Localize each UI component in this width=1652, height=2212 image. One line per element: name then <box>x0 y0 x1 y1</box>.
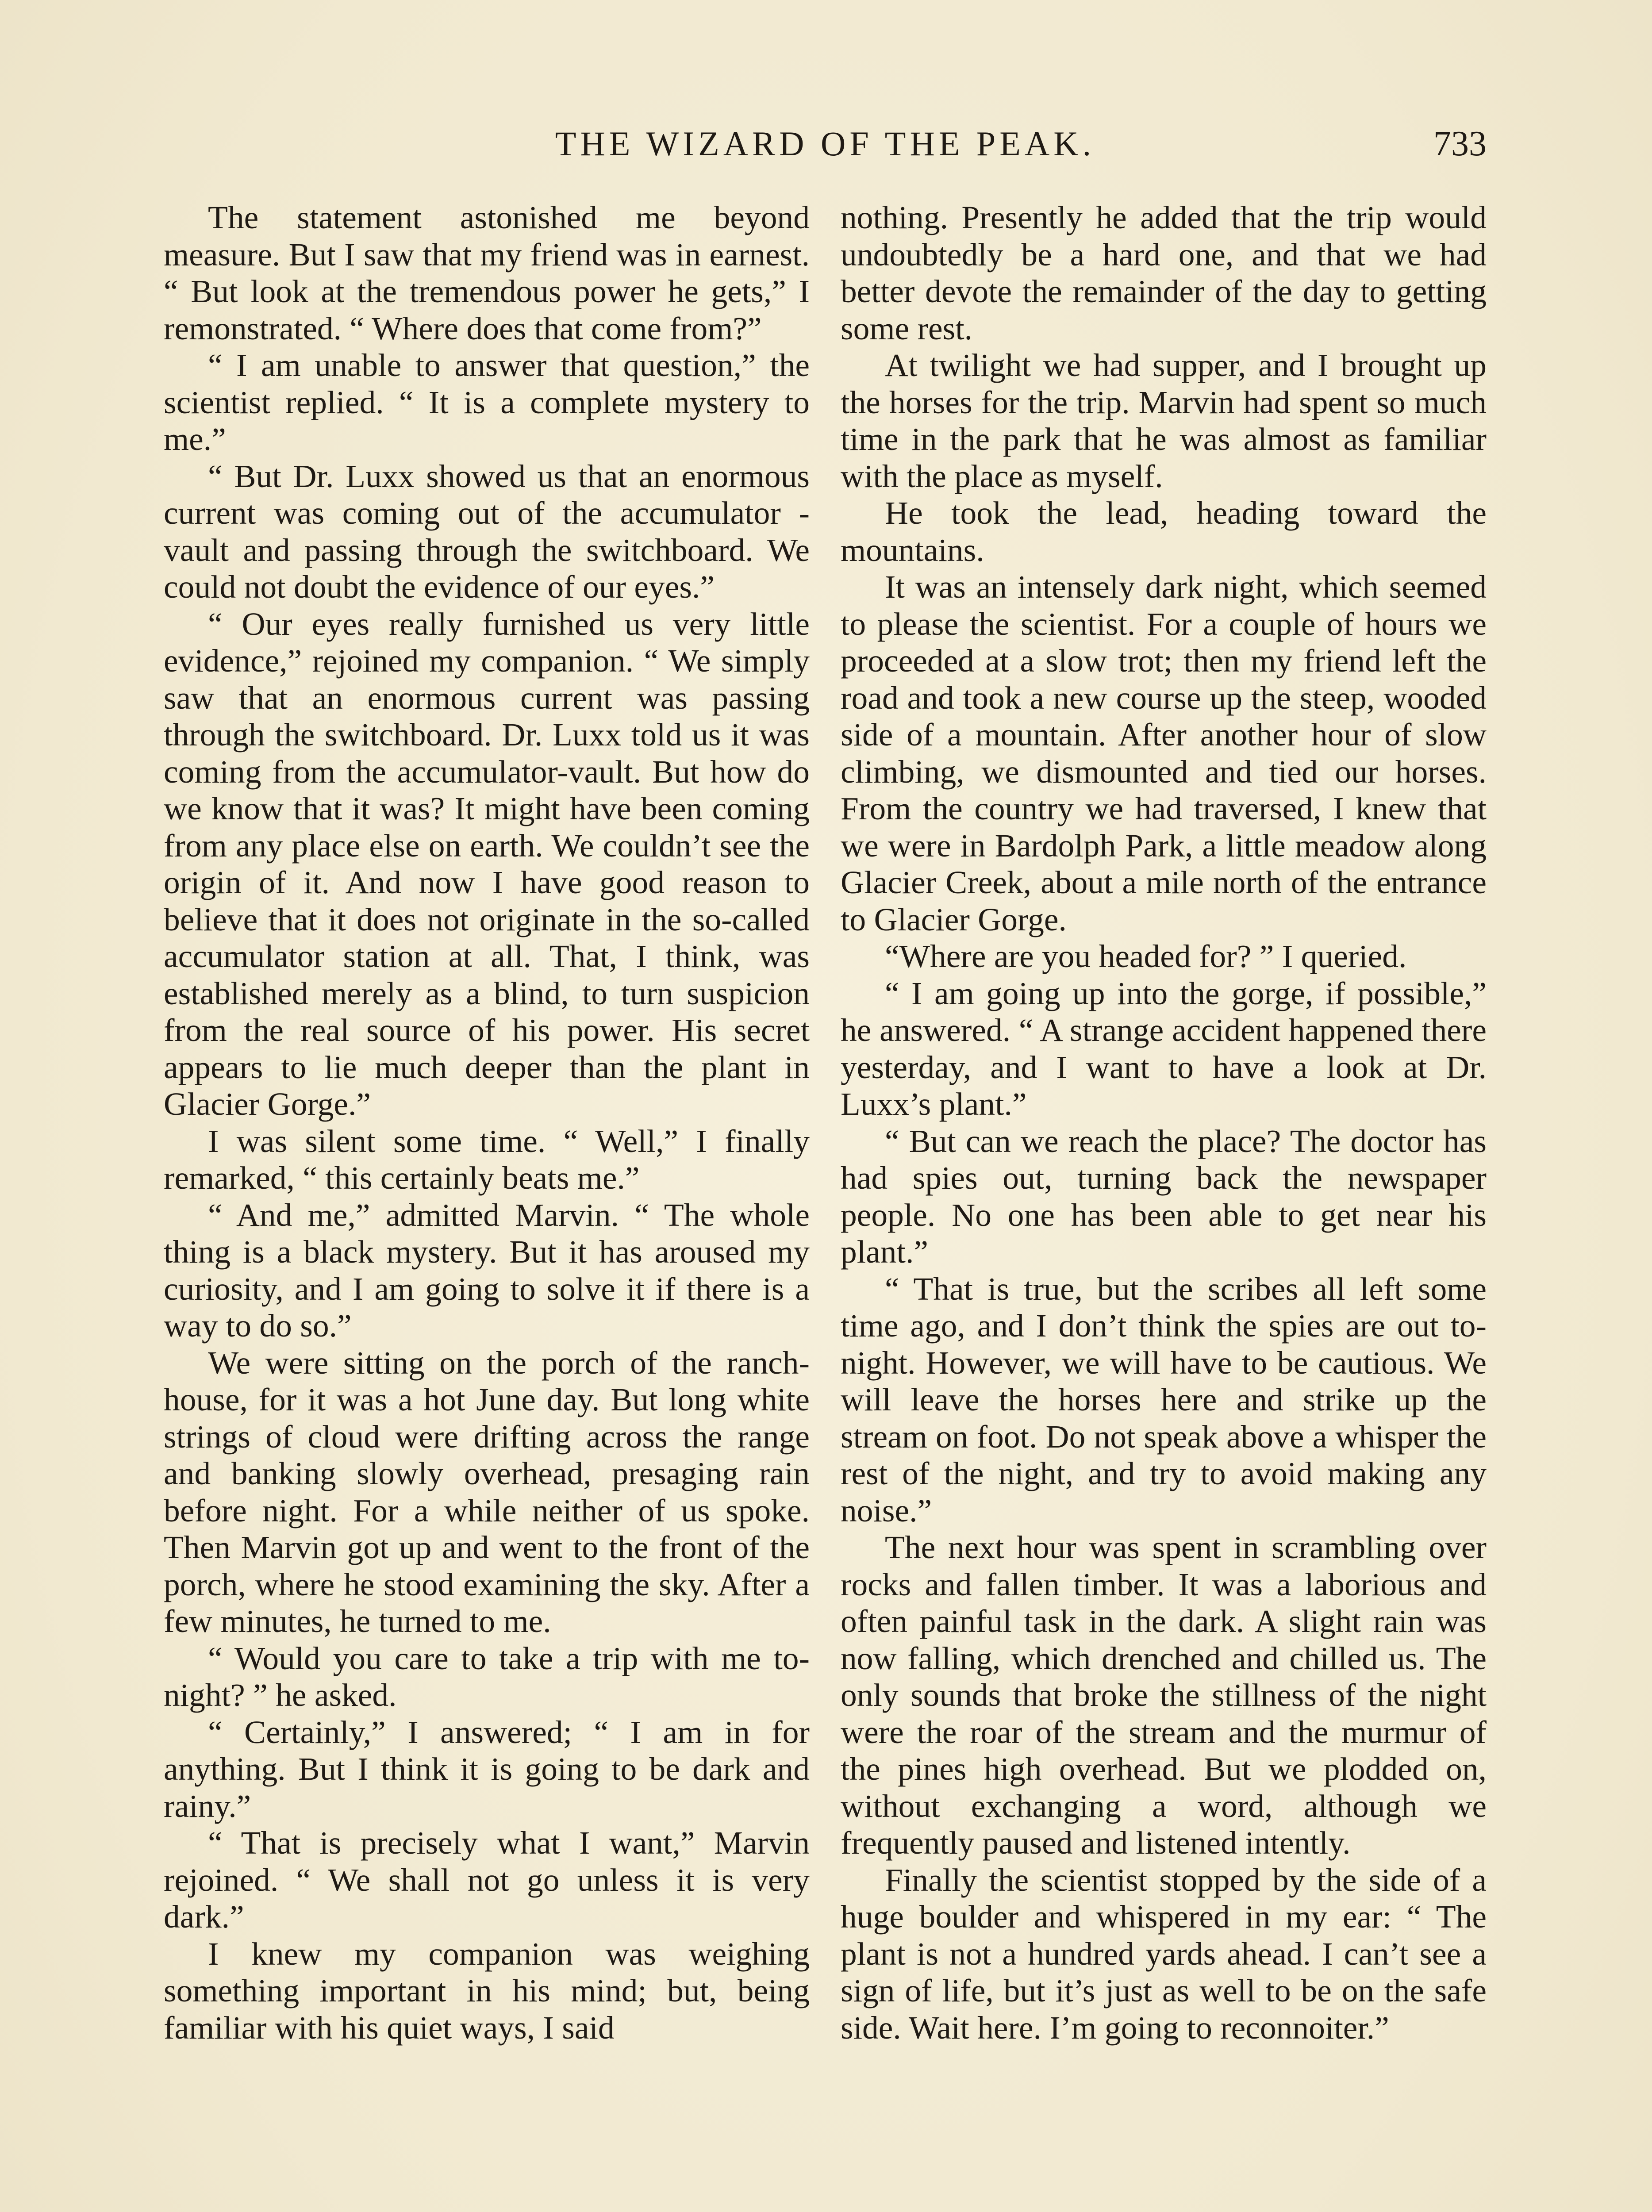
paragraph: “ But Dr. Luxx showed us that an enormous current was coming out of the accumulator - vault and passing through the switchboard. We could not doubt the evidence of our eyes.” <box>164 458 810 605</box>
page-number: 733 <box>1433 124 1487 163</box>
paragraph-continuation: nothing. Presently he added that the trip would undoubtedly be a hard one, and that we had better devote the remainder of the day to getting some rest. <box>841 200 1487 346</box>
paragraph: Finally the scientist stopped by the side of a huge boulder and whispered in my ear: “ The plant is not a hundred yards ahead. I can’t see a sign of life, but it’s just as well to be on the safe side. Wait here. I’m going to reconnoiter.” <box>841 1862 1487 2046</box>
paragraph: “ That is precisely what I want,” Marvin rejoined. “ We shall not go unless it is very dark.” <box>164 1825 810 1935</box>
paragraph: “ But can we reach the place? The doctor has had spies out, turning back the newspaper people. No one has been able to get near his plant.” <box>841 1123 1487 1270</box>
page-header <box>164 119 1487 168</box>
text-columns <box>164 199 1487 2212</box>
paragraph: “ Certainly,” I answered; “ I am in for anything. But I think it is going to be dark and rainy.” <box>164 1714 810 1824</box>
left-column <box>164 199 810 2046</box>
right-column <box>841 199 1487 2046</box>
paragraph: “ That is true, but the scribes all left some time ago, and I don’t think the spies are out to-night. However, we will have to be cautious. We will leave the horses here and strike up the stream on foot. Do not speak above a whisper the rest of the night, and try to avoid making any noise.” <box>841 1271 1487 1528</box>
paragraph: “ I am going up into the gorge, if possible,” he answered. “ A strange accident happened there yesterday, and I want to have a look at Dr. Luxx’s plant.” <box>841 975 1487 1122</box>
paragraph: I knew my companion was weighing something important in his mind; but, being familiar with his quiet ways, I said <box>164 1936 810 2046</box>
paragraph: The next hour was spent in scrambling over rocks and fallen timber. It was a laborious and often painful task in the dark. A slight rain was now falling, which drenched and chilled us. The only sounds that broke the stillness of the night were the roar of the stream and the murmur of the pines high overhead. But we plodded on, without exchanging a word, although we frequently paused and listened intently. <box>841 1529 1487 1861</box>
paragraph: I was silent some time. “ Well,” I finally remarked, “ this certainly beats me.” <box>164 1123 810 1196</box>
paragraph: It was an intensely dark night, which seemed to please the scientist. For a couple of hours we proceeded at a slow trot; then my friend left the road and took a new course up the steep, wooded side of a mountain. After another hour of slow climbing, we dismounted and tied our horses. From the country we had traversed, I knew that we were in Bardolph Park, a little meadow along Glacier Creek, about a mile north of the entrance to Glacier Gorge. <box>841 569 1487 937</box>
running-title: THE WIZARD OF THE PEAK. <box>555 124 1095 163</box>
paragraph: “ Would you care to take a trip with me to-night? ” he asked. <box>164 1640 810 1713</box>
paragraph: At twilight we had supper, and I brought up the horses for the trip. Marvin had spent so much time in the park that he was almost as familiar with the place as myself. <box>841 347 1487 494</box>
paragraph: The statement astonished me beyond measure. But I saw that my friend was in earnest. “ But look at the tremendous power he gets,” I remonstrated. “ Where does that come from?” <box>164 200 810 346</box>
paragraph: “Where are you headed for? ” I queried. <box>885 938 1407 974</box>
paragraph: We were sitting on the porch of the ranch-house, for it was a hot June day. But long white strings of cloud were drifting across the range and banking slowly overhead, presaging rain before night. For a while neither of us spoke. Then Marvin got up and went to the front of the porch, where he stood examining the sky. After a few minutes, he turned to me. <box>164 1344 810 1639</box>
paragraph: “ I am unable to answer that question,” the scientist replied. “ It is a complete mystery to me.” <box>164 347 810 457</box>
paragraph: “ And me,” admitted Marvin. “ The whole thing is a black mystery. But it has aroused my curiosity, and I am going to solve it if there is a way to do so.” <box>164 1197 810 1344</box>
paragraph: “ Our eyes really furnished us very little evidence,” rejoined my companion. “ We simply saw that an enormous current was passing through the switchboard. Dr. Luxx told us it was coming from the accumulator-vault. But how do we know that it was? It might have been coming from any place else on earth. We couldn’t see the origin of it. And now I have good reason to believe that it does not originate in the so-called accumulator station at all. That, I think, was established merely as a blind, to turn suspicion from the real source of his power. His secret appears to lie much deeper than the plant in Glacier Gorge.” <box>164 606 810 1122</box>
paragraph: He took the lead, heading toward the mountains. <box>841 495 1487 568</box>
